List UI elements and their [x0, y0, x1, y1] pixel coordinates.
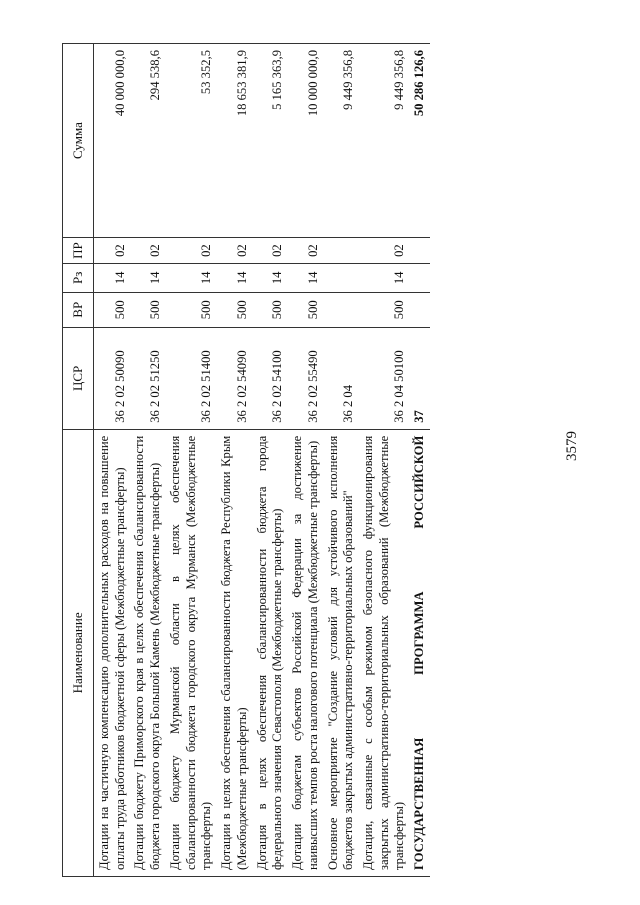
row-name: Дотации бюджетам субъектов Российской Федерации за достижение наивысших темпов роста налогового потенциала (Межбюджетные трансферты) — [287, 429, 322, 876]
table-row — [287, 44, 322, 877]
table-row — [165, 44, 216, 877]
row-csr: 36 2 02 54100 — [252, 328, 287, 430]
row-vr: 500 — [216, 292, 251, 327]
row-name: ГОСУДАРСТВЕННАЯ ПРОГРАММА РОССИЙСКОЙ — [409, 429, 429, 876]
table-row — [216, 44, 251, 877]
row-csr: 36 2 02 50090 — [94, 328, 130, 430]
table-row — [409, 44, 429, 877]
row-sum: 9 449 356,8 — [358, 44, 409, 238]
row-csr: 36 2 02 54090 — [216, 328, 251, 430]
row-vr — [409, 292, 429, 327]
row-rz: 14 — [358, 264, 409, 292]
row-pr: 02 — [165, 238, 216, 264]
row-pr: 02 — [252, 238, 287, 264]
table-row — [252, 44, 287, 877]
row-name: Дотации, связанные с особым режимом безопасного функционирования закрытых административно-территориальных образований (Межбюджетные трансферты) — [358, 429, 409, 876]
row-sum: 53 352,5 — [165, 44, 216, 238]
row-pr — [323, 238, 358, 264]
row-rz: 14 — [94, 264, 130, 292]
row-rz: 14 — [287, 264, 322, 292]
row-csr: 36 2 02 51400 — [165, 328, 216, 430]
row-sum: 50 286 126,6 — [409, 44, 429, 238]
row-vr: 500 — [252, 292, 287, 327]
row-name: Дотации на частичную компенсацию дополнительных расходов на повышение оплаты труда работников бюджетной сферы (Межбюджетные трансферты) — [94, 429, 130, 876]
row-name: Дотации бюджету Мурманской области в целях обеспечения сбалансированности бюджета городского округа Мурманск (Межбюджетные трансферты) — [165, 429, 216, 876]
header-name: Наименование — [63, 429, 94, 876]
row-vr: 500 — [358, 292, 409, 327]
row-rz — [323, 264, 358, 292]
row-name: Дотации в целях обеспечения сбалансированности бюджета Республики Крым (Межбюджетные трансферты) — [216, 429, 251, 876]
row-sum: 18 653 381,9 — [216, 44, 251, 238]
row-sum: 5 165 363,9 — [252, 44, 287, 238]
row-sum: 294 538,6 — [129, 44, 164, 238]
row-sum: 10 000 000,0 — [287, 44, 322, 238]
row-rz: 14 — [216, 264, 251, 292]
row-csr: 36 2 04 — [323, 328, 358, 430]
row-rz: 14 — [252, 264, 287, 292]
table-row — [323, 44, 358, 877]
row-name: Дотация в целях обеспечения сбалансированности бюджета города федерального значения Севастополя (Межбюджетные трансферты) — [252, 429, 287, 876]
row-sum: 9 449 356,8 — [323, 44, 358, 238]
row-pr: 02 — [94, 238, 130, 264]
row-vr: 500 — [287, 292, 322, 327]
row-vr: 500 — [129, 292, 164, 327]
row-rz: 14 — [165, 264, 216, 292]
table-header-row — [63, 44, 94, 877]
table-row — [358, 44, 409, 877]
header-rz: Рз — [63, 264, 94, 292]
row-pr: 02 — [129, 238, 164, 264]
row-pr: 02 — [358, 238, 409, 264]
row-name: Основное мероприятие "Создание условий для устойчивого исполнения бюджетов закрытых административно-территориальных образований" — [323, 429, 358, 876]
row-name: Дотации бюджету Приморского края в целях обеспечения сбалансированности бюджета городского округа Большой Камень (Межбюджетные трансферты) — [129, 429, 164, 876]
row-csr: 36 2 04 50100 — [358, 328, 409, 430]
row-vr — [323, 292, 358, 327]
header-csr: ЦСР — [63, 328, 94, 430]
table-row — [129, 44, 164, 877]
header-sum: Сумма — [63, 44, 94, 238]
row-pr: 02 — [216, 238, 251, 264]
row-csr: 36 2 02 51250 — [129, 328, 164, 430]
budget-table — [62, 43, 430, 877]
header-pr: ПР — [63, 238, 94, 264]
table-row — [94, 44, 130, 877]
row-pr: 02 — [287, 238, 322, 264]
row-csr: 36 2 02 55490 — [287, 328, 322, 430]
header-vr: ВР — [63, 292, 94, 327]
row-rz: 14 — [129, 264, 164, 292]
row-rz — [409, 264, 429, 292]
row-vr: 500 — [165, 292, 216, 327]
row-csr: 37 — [409, 328, 429, 430]
row-pr — [409, 238, 429, 264]
row-sum: 40 000 000,0 — [94, 44, 130, 238]
page-number: 3579 — [564, 431, 580, 461]
row-vr: 500 — [94, 292, 130, 327]
